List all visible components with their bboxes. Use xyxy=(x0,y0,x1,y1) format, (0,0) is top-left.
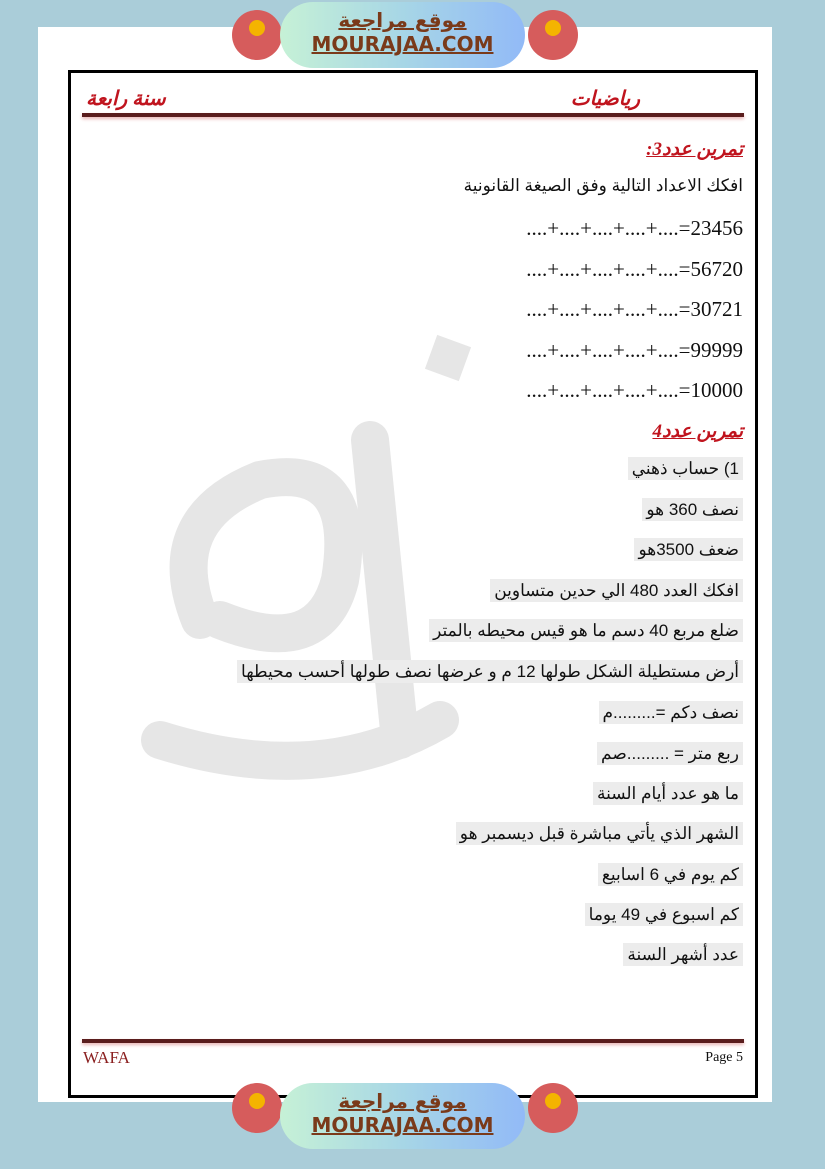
exercise4-item: ضعف 3500هو xyxy=(634,538,743,561)
banner-arabic: موقع مراجعة xyxy=(338,1089,467,1113)
exercise4-title: تمرين عدد4 xyxy=(652,421,743,442)
exercise4-item: نصف 360 هو xyxy=(642,498,743,521)
book-icon xyxy=(545,1093,561,1109)
exercise3-title: تمرين عدد3: xyxy=(646,139,743,160)
exercise4-item: كم اسبوع في 49 يوما xyxy=(585,903,743,926)
equation: ....+....+....+....+....=99999 xyxy=(526,338,743,362)
site-banner-bottom[interactable] xyxy=(280,1083,525,1149)
exercise4-item: عدد أشهر السنة xyxy=(623,943,743,966)
exercise4-item: نصف دكم =.........م xyxy=(599,701,743,724)
equation: ....+....+....+....+....=23456 xyxy=(526,216,743,240)
equation: ....+....+....+....+....=56720 xyxy=(526,257,743,281)
exercise4-item: ضلع مربع 40 دسم ما هو قيس محيطه بالمتر xyxy=(429,619,743,642)
site-logo-right[interactable] xyxy=(528,10,578,60)
site-logo-left[interactable] xyxy=(232,1083,282,1133)
banner-link[interactable]: MOURAJAA.COM xyxy=(311,32,494,56)
book-icon xyxy=(545,20,561,36)
exercise4-item: كم يوم في 6 اسابيع xyxy=(598,863,743,886)
exercise3-instruction: افكك الاعداد التالية وفق الصيغة القانونية xyxy=(463,176,743,195)
exercise4-item: 1) حساب ذهني xyxy=(628,457,743,480)
book-icon xyxy=(249,1093,265,1109)
exercise4-item: الشهر الذي يأتي مباشرة قبل ديسمبر هو xyxy=(456,822,743,845)
site-logo-right[interactable] xyxy=(528,1083,578,1133)
banner-arabic: موقع مراجعة xyxy=(338,8,467,32)
site-banner-top[interactable] xyxy=(280,2,525,68)
exercise4-item: ما هو عدد أيام السنة xyxy=(593,782,743,805)
banner-link[interactable]: MOURAJAA.COM xyxy=(311,1113,494,1137)
equation: ....+....+....+....+....=30721 xyxy=(526,297,743,321)
footer-author: WAFA xyxy=(83,1048,130,1067)
footer-rule xyxy=(82,1039,744,1043)
subject-label: رياضيات xyxy=(570,88,640,110)
site-logo-left[interactable] xyxy=(232,10,282,60)
exercise4-item: ربع متر = .........صم xyxy=(597,742,743,765)
footer-page-number: Page 5 xyxy=(705,1050,743,1065)
exercise4-item: أرض مستطيلة الشكل طولها 12 م و عرضها نصف طولها أحسب محيطها xyxy=(237,660,743,683)
grade-label: سنة رابعة xyxy=(86,88,166,110)
header-rule xyxy=(82,113,744,117)
equation: ....+....+....+....+....=10000 xyxy=(526,378,743,402)
exercise4-item: افكك العدد 480 الي حدين متساوين xyxy=(490,579,743,602)
book-icon xyxy=(249,20,265,36)
